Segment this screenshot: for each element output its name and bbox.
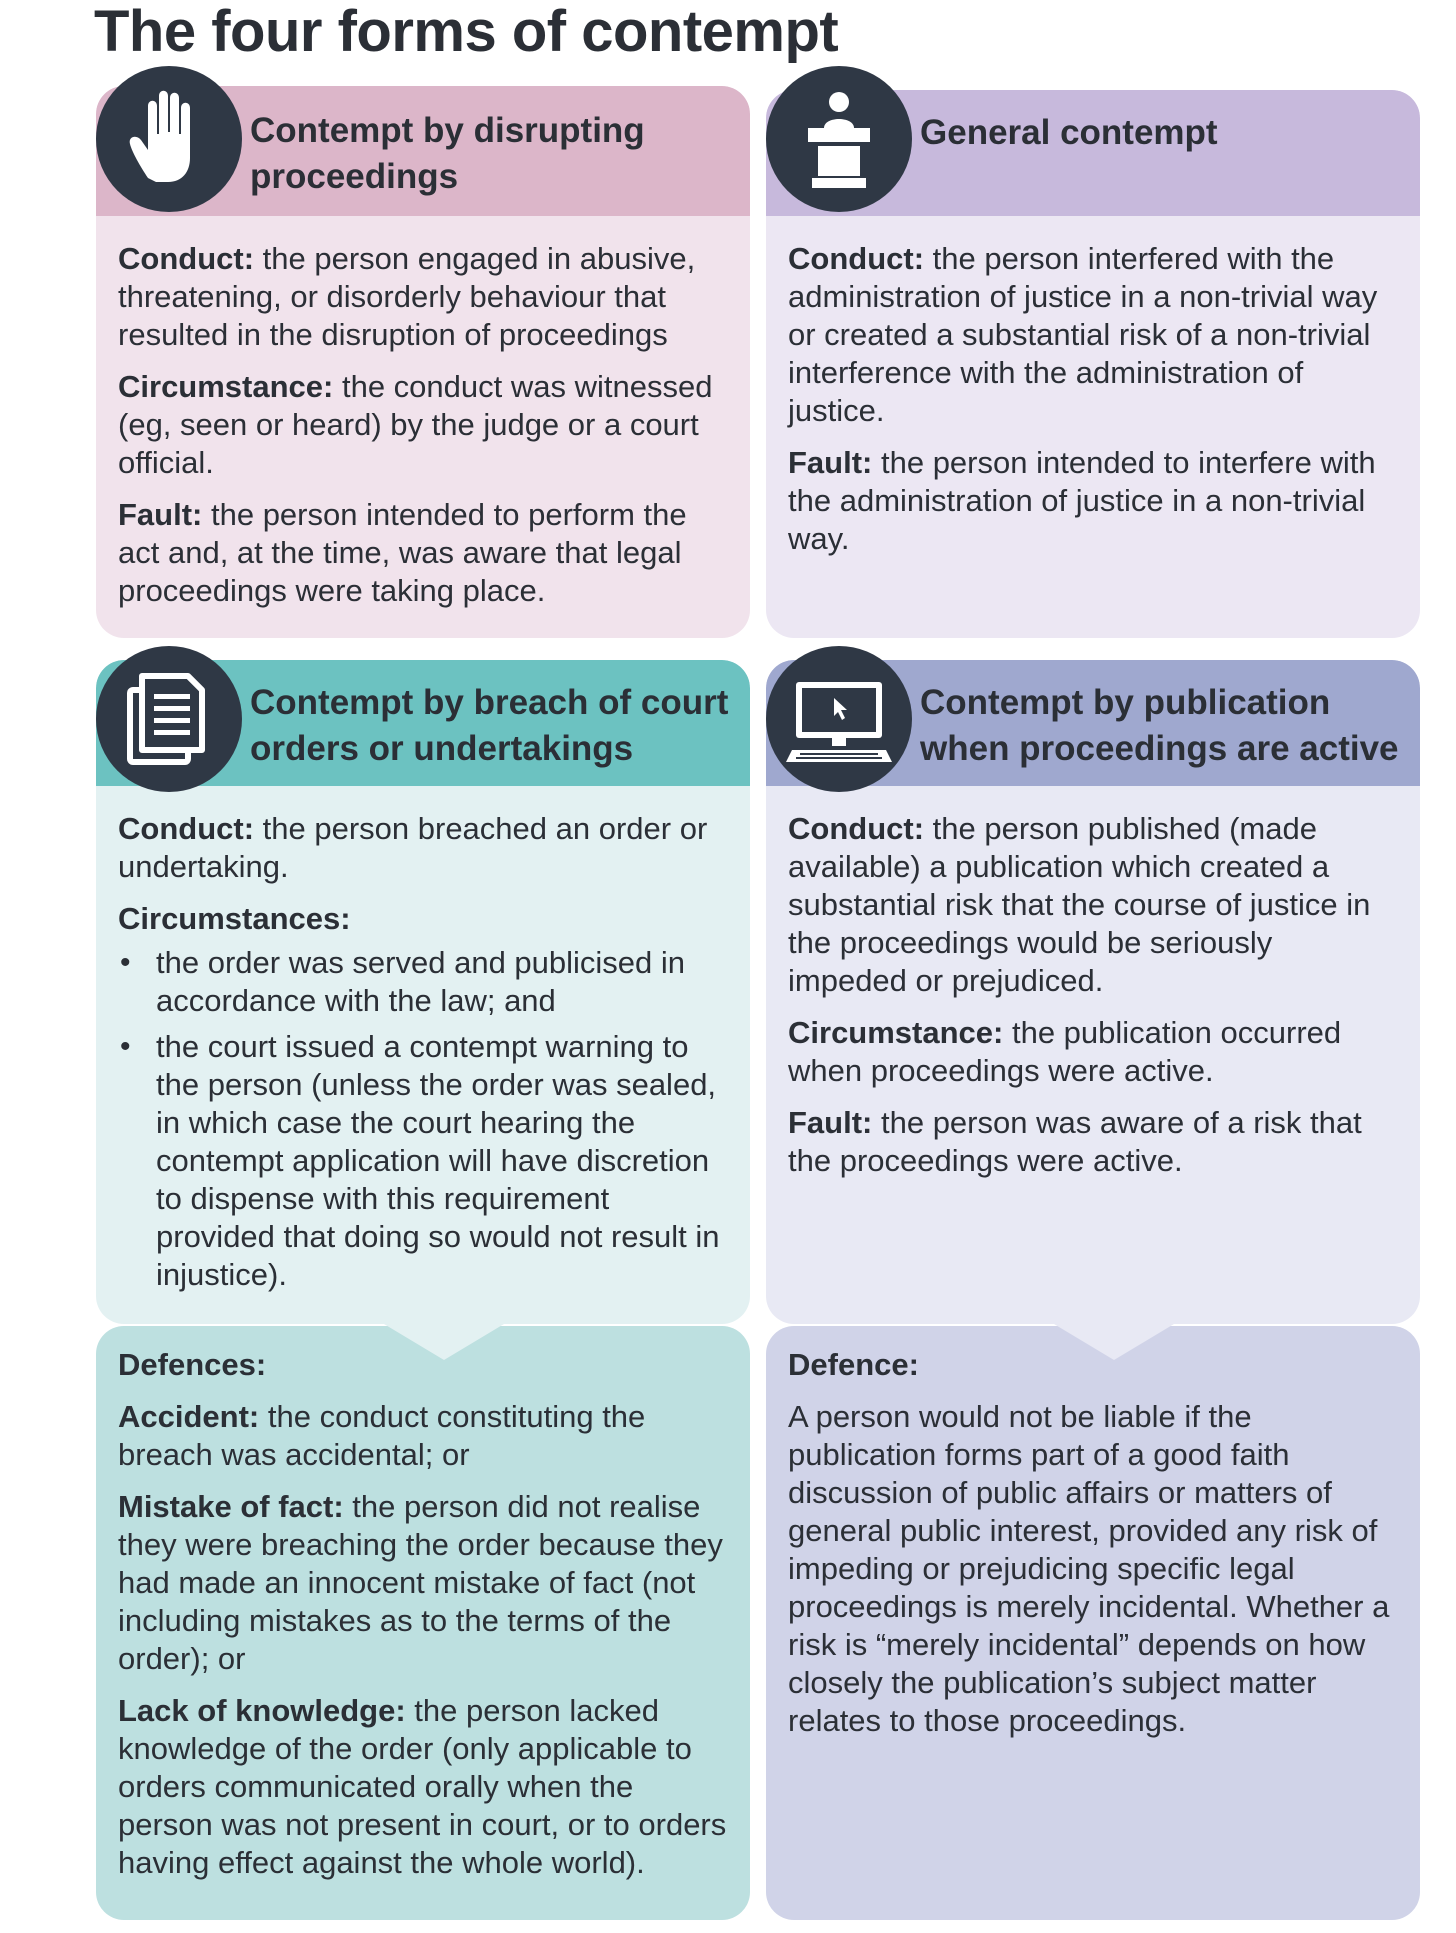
- accident-text: the conduct constituting the breach was accidental; or: [118, 1399, 646, 1472]
- knowledge-text: the person lacked knowledge of the order (only applicable to orders communicated orally when the person was not present in court, or to orders having effect against the whole world).: [118, 1693, 727, 1880]
- conduct-text: the person interfered with the administration of justice in a non-trivial way or created a substantial risk of a non-trivial interference with the administration of justice.: [788, 241, 1378, 428]
- fault-label: Fault:: [788, 445, 873, 480]
- conduct-label: Conduct:: [118, 241, 255, 276]
- knowledge-label: Lack of knowledge:: [118, 1693, 406, 1728]
- conduct-paragraph: [118, 810, 728, 886]
- circumstance-label: Circumstance:: [788, 1015, 1004, 1050]
- mistake-paragraph: [118, 1488, 728, 1678]
- lectern-icon: [766, 66, 912, 212]
- circumstances-label: Circumstances:: [118, 901, 351, 936]
- conduct-label: Conduct:: [788, 241, 925, 276]
- accident-label: Accident:: [118, 1399, 260, 1434]
- mistake-label: Mistake of fact:: [118, 1489, 344, 1524]
- defences-breach-body: [96, 1346, 750, 1896]
- defences-box-breach: [96, 1326, 750, 1920]
- panel-general-body: [766, 240, 1420, 638]
- circumstances-list: [118, 944, 728, 1294]
- conduct-paragraph: [788, 810, 1398, 1000]
- fault-label: Fault:: [788, 1105, 873, 1140]
- defence-label: Defence:: [788, 1347, 919, 1382]
- fault-text: the person intended to perform the act and, at the time, was aware that legal proceedings were taking place.: [118, 497, 687, 608]
- list-item: • the court issued a contempt warning to the person (unless the order was sealed, in which case the court hearing the contempt application will have discretion to dispense with this requirement provided that doing so would not result in injustice).: [156, 1028, 728, 1294]
- panel-breach-body: [96, 810, 750, 1324]
- conduct-paragraph: [788, 240, 1398, 430]
- fault-label: Fault:: [118, 497, 203, 532]
- computer-icon: [766, 646, 912, 792]
- fault-paragraph: [788, 1104, 1398, 1180]
- conduct-paragraph: [118, 240, 728, 354]
- page-title: The four forms of contempt: [94, 0, 839, 64]
- circumstance-paragraph: [788, 1014, 1398, 1090]
- breach-notch: [384, 1324, 504, 1360]
- defence-publication-body: [766, 1346, 1420, 1754]
- fault-paragraph: [788, 444, 1398, 558]
- knowledge-paragraph: [118, 1692, 728, 1882]
- list-item: • the order was served and publicised in accordance with the law; and: [156, 944, 728, 1020]
- circumstance-label: Circumstance:: [118, 369, 334, 404]
- circumstance-text: the conduct was witnessed (eg, seen or heard) by the judge or a court official.: [118, 369, 713, 480]
- panel-disrupting-heading: Contempt by disrupting proceedings: [250, 111, 645, 196]
- panel-disrupting-body: [96, 240, 750, 638]
- conduct-label: Conduct:: [118, 811, 255, 846]
- hand-stop-icon: [96, 66, 242, 212]
- document-icon: [96, 646, 242, 792]
- conduct-text: the person breached an order or undertaking.: [118, 811, 708, 884]
- conduct-text: the person published (made available) a publication which created a substantial risk that the course of justice in the proceedings would be seriously impeded or prejudiced.: [788, 811, 1371, 998]
- mistake-text: the person did not realise they were breaching the order because they had made an innocent mistake of fact (not including mistakes as to the terms of the order); or: [118, 1489, 723, 1676]
- panel-breach-heading: Contempt by breach of court orders or undertakings: [250, 683, 729, 768]
- conduct-text: the person engaged in abusive, threatening, or disorderly behaviour that resulted in the disruption of proceedings: [118, 241, 696, 352]
- panel-publication-body: [766, 810, 1420, 1324]
- circumstance-text: the publication occurred when proceedings were active.: [788, 1015, 1342, 1088]
- defence-box-publication: [766, 1326, 1420, 1920]
- fault-text: the person intended to interfere with the administration of justice in a non-trivial way.: [788, 445, 1376, 556]
- accident-paragraph: [118, 1398, 728, 1474]
- defences-label: Defences:: [118, 1347, 267, 1382]
- publication-notch: [1054, 1324, 1174, 1360]
- defence-text: A person would not be liable if the publication forms part of a good faith discussion of public affairs or matters of general public interest, provided any risk of impeding or prejudicing specific legal proceedings is merely incidental. Whether a risk is “merely incidental” depends on how closely the publication’s subject matter relates to those proceedings.: [788, 1399, 1390, 1738]
- conduct-label: Conduct:: [788, 811, 925, 846]
- circumstance-paragraph: [118, 368, 728, 482]
- fault-paragraph: [118, 496, 728, 610]
- panel-publication-heading: Contempt by publication when proceedings are active: [920, 683, 1399, 768]
- panel-general-heading: General contempt: [920, 113, 1218, 152]
- fault-text: the person was aware of a risk that the proceedings were active.: [788, 1105, 1362, 1178]
